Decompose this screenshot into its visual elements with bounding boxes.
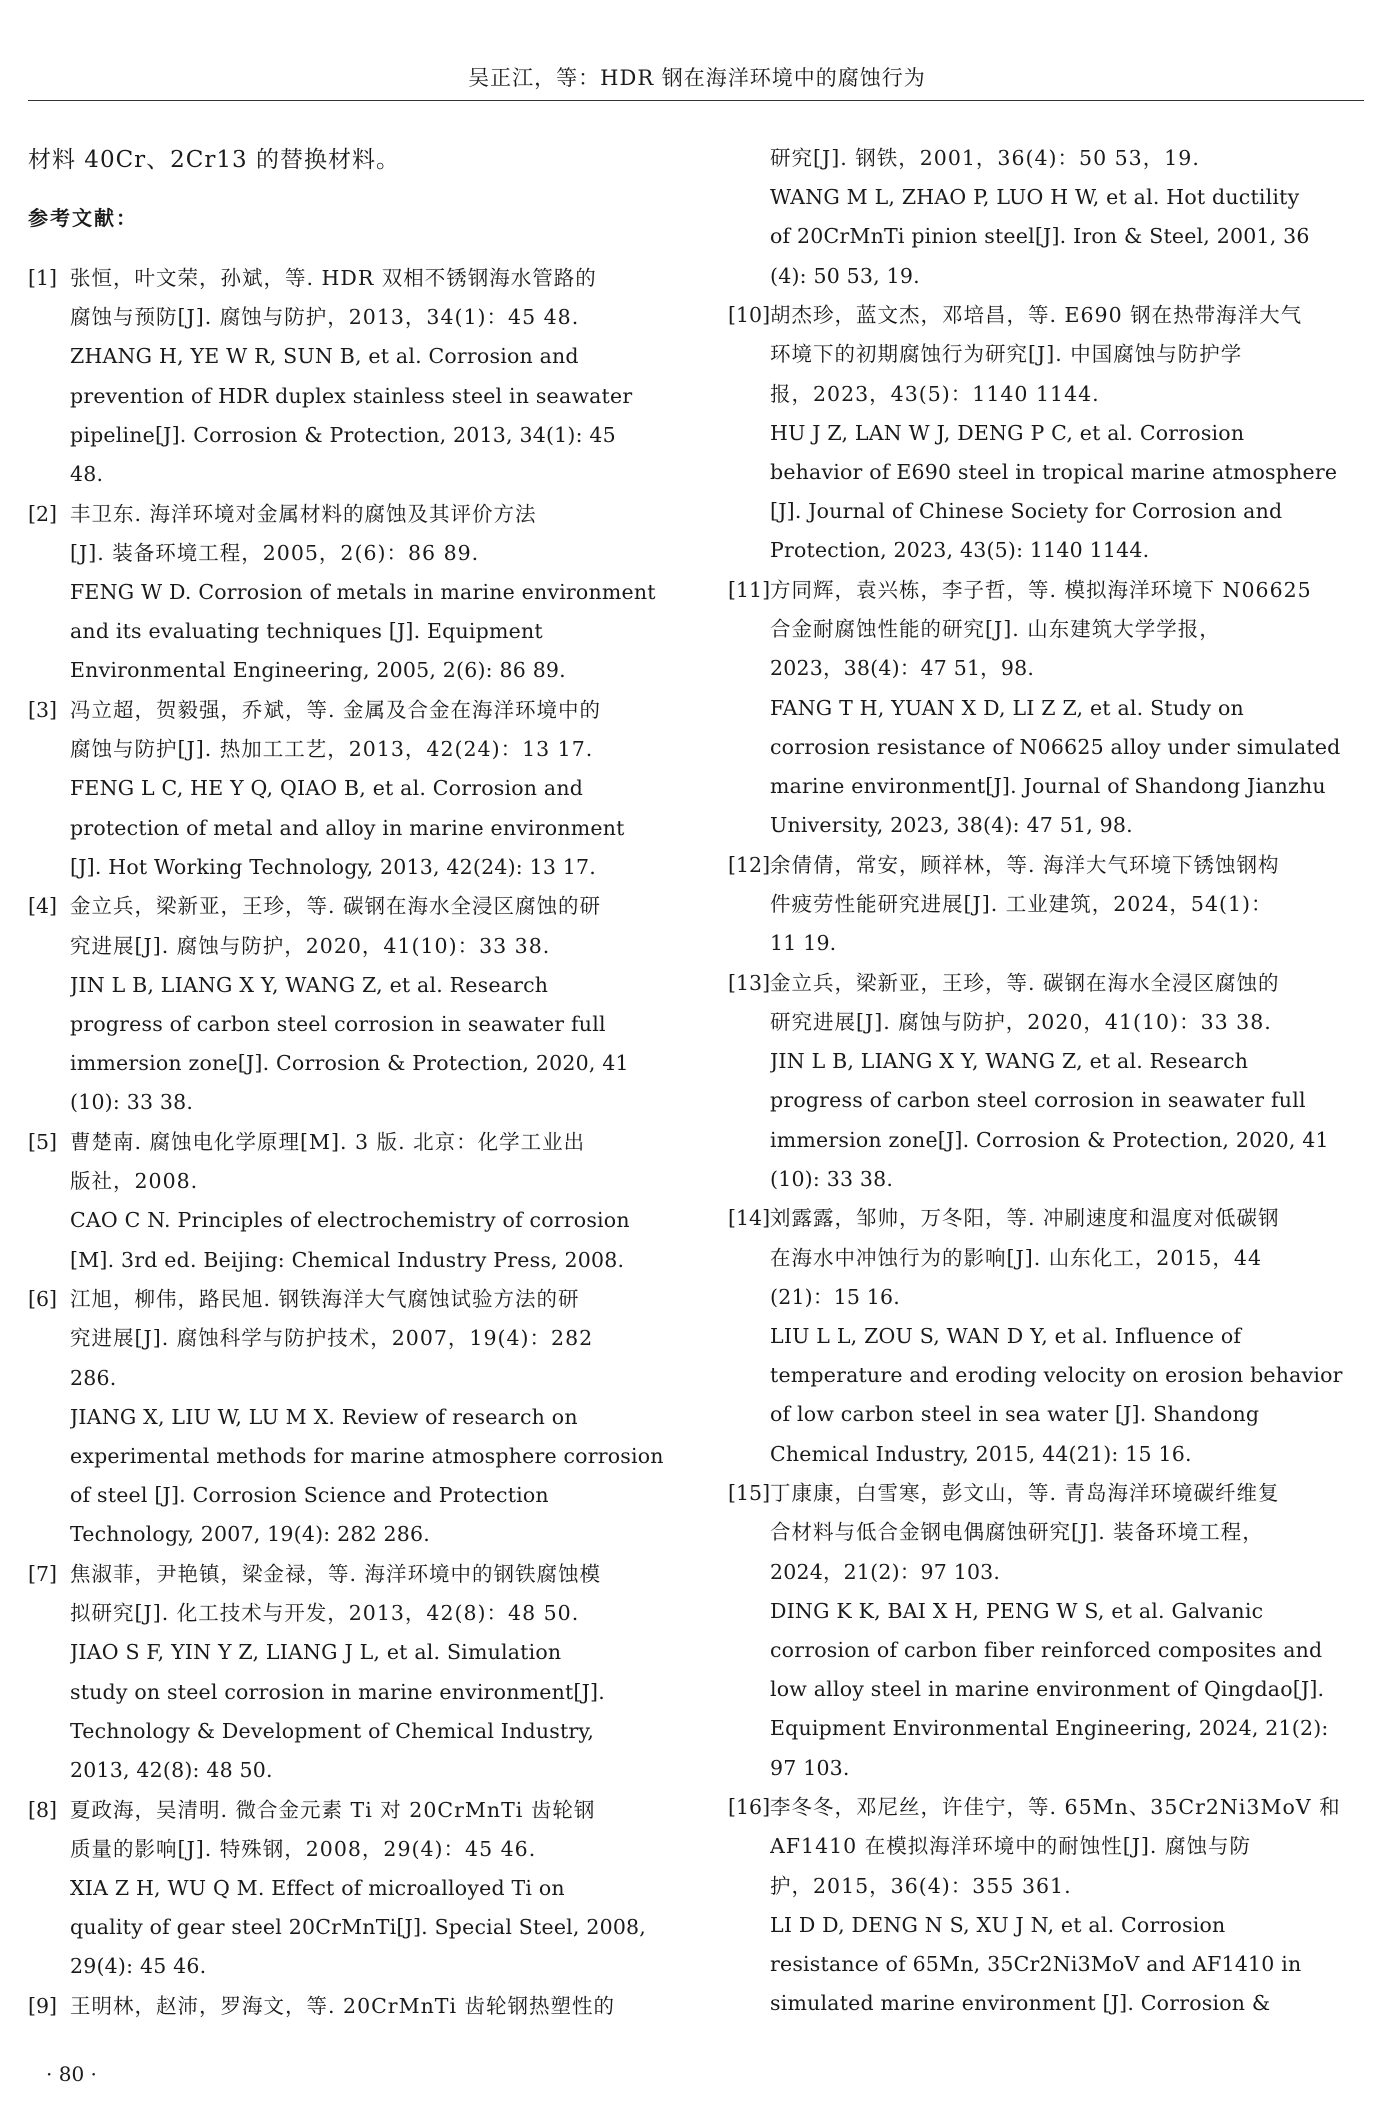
reference-line: progress of carbon steel corrosion in seawater full xyxy=(770,1088,1306,1113)
reference-line: protection of metal and alloy in marine environment xyxy=(70,815,625,840)
reference-line: 2024，21(2)：97 103. xyxy=(770,1559,1001,1584)
reference-line: of low carbon steel in sea water [J]. Shandong xyxy=(770,1402,1260,1427)
reference-line: LI D D, DENG N S, XU J N, et al. Corrosion xyxy=(770,1912,1226,1937)
reference-line: University, 2023, 38(4): 47 51, 98. xyxy=(770,813,1133,838)
reference-line: 研究进展[J]. 腐蚀与防护，2020，41(10)：33 38. xyxy=(770,1010,1272,1034)
reference-line: 究进展[J]. 腐蚀与防护，2020，41(10)：33 38. xyxy=(70,933,551,958)
page-number: · 80 · xyxy=(46,2062,97,2086)
reference-line: progress of carbon steel corrosion in seawater full xyxy=(70,1012,606,1036)
reference-line: low alloy steel in marine environment of Qingdao[J]. xyxy=(770,1677,1325,1702)
reference-line: 金立兵，梁新亚，王珍，等. 碳钢在海水全浸区腐蚀的 xyxy=(770,970,1280,995)
reference-line: 合材料与低合金钢电偶腐蚀研究[J]. 装备环境工程， xyxy=(770,1520,1264,1545)
lead-text: 材料 40Cr、2Cr13 的替换材料。 xyxy=(28,147,400,173)
reference-line: and its evaluating techniques [J]. Equipment xyxy=(70,619,543,644)
reference-number: [9] xyxy=(28,1994,58,2018)
reference-line: Chemical Industry, 2015, 44(21): 15 16. xyxy=(770,1441,1192,1466)
reference-number: [3] xyxy=(28,698,58,722)
reference-line: 48. xyxy=(70,462,104,486)
reference-line: corrosion resistance of N06625 alloy under simulated xyxy=(770,734,1341,759)
reference-number: [11] xyxy=(728,578,771,602)
reference-line: (21)：15 16. xyxy=(770,1284,900,1309)
reference-line: 质量的影响[J]. 特殊钢，2008，29(4)：45 46. xyxy=(70,1836,537,1861)
reference-line: Protection, 2023, 43(5): 1140 1144. xyxy=(770,538,1150,563)
reference-number: [6] xyxy=(28,1287,58,1312)
reference-line: Equipment Environmental Engineering, 2024, 21(2): xyxy=(770,1716,1329,1741)
reference-line: Technology & Development of Chemical Industry, xyxy=(70,1718,595,1743)
reference-number: [10] xyxy=(728,303,771,328)
running-title: 吴正江，等：HDR 钢在海洋环境中的腐蚀行为 xyxy=(468,66,926,90)
reference-line: 报，2023，43(5)：1140 1144. xyxy=(770,381,1100,406)
reference-line: marine environment[J]. Journal of Shandong Jianzhu xyxy=(770,774,1326,798)
reference-line: simulated marine environment [J]. Corrosion & xyxy=(770,1991,1271,2016)
reference-line: prevention of HDR duplex stainless steel in seawater xyxy=(70,383,633,408)
reference-line: 丁康康，白雪寒，彭文山，等. 青岛海洋环境碳纤维复 xyxy=(770,1481,1280,1506)
reference-line: 王明林，赵沛，罗海文，等. 20CrMnTi 齿轮钢热塑性的 xyxy=(70,1994,616,2018)
reference-line: 版社，2008. xyxy=(70,1169,199,1194)
reference-line: of 20CrMnTi pinion steel[J]. Iron & Steel, 2001, 36 xyxy=(770,224,1310,249)
reference-number: [14] xyxy=(728,1206,771,1231)
header-rule xyxy=(28,100,1364,101)
reference-line: WANG M L, ZHAO P, LUO H W, et al. Hot ductility xyxy=(770,185,1300,210)
reference-line: JIANG X, LIU W, LU M X. Review of research on xyxy=(70,1404,578,1429)
reference-number: [12] xyxy=(728,852,771,877)
reference-line: experimental methods for marine atmosphere corrosion xyxy=(70,1444,664,1468)
reference-line: FENG L C, HE Y Q, QIAO B, et al. Corrosion and xyxy=(70,776,584,801)
reference-line: pipeline[J]. Corrosion & Protection, 2013, 34(1): 45 xyxy=(70,422,616,447)
reference-line: 曹楚南. 腐蚀电化学原理[M]. 3 版. 北京：化学工业出 xyxy=(70,1130,586,1154)
reference-line: 286. xyxy=(70,1365,117,1390)
reference-line: ZHANG H, YE W R, SUN B, et al. Corrosion and xyxy=(70,344,579,369)
reference-line: Technology, 2007, 19(4): 282 286. xyxy=(70,1522,430,1547)
reference-line: CAO C N. Principles of electrochemistry of corrosion xyxy=(70,1208,630,1233)
reference-number: [4] xyxy=(28,894,58,919)
reference-line: [J]. Journal of Chinese Society for Corrosion and xyxy=(770,499,1283,524)
reference-line: [M]. 3rd ed. Beijing: Chemical Industry Press, 2008. xyxy=(70,1247,625,1272)
reference-line: 金立兵，梁新亚，王珍，等. 碳钢在海水全浸区腐蚀的研 xyxy=(70,894,602,919)
reference-line: 李冬冬，邓尼丝，许佳宁，等. 65Mn、35Cr2Ni3MoV 和 xyxy=(770,1795,1341,1820)
reference-line: JIN L B, LIANG X Y, WANG Z, et al. Research xyxy=(770,1049,1249,1074)
reference-line: 护，2015，36(4)：355 361. xyxy=(770,1873,1072,1898)
reference-line: (4): 50 53, 19. xyxy=(770,263,920,288)
reference-line: AF1410 在模拟海洋环境中的耐蚀性[J]. 腐蚀与防 xyxy=(770,1834,1251,1859)
reference-line: JIAO S F, YIN Y Z, LIANG J L, et al. Simulation xyxy=(70,1640,562,1665)
reference-number: [5] xyxy=(28,1130,58,1154)
reference-line: 江旭，柳伟，路民旭. 钢铁海洋大气腐蚀试验方法的研 xyxy=(70,1287,580,1312)
reference-line: 腐蚀与预防[J]. 腐蚀与防护，2013，34(1)：45 48. xyxy=(70,305,580,330)
reference-number: [13] xyxy=(728,970,771,995)
reference-line: 2013, 42(8): 48 50. xyxy=(70,1758,273,1782)
reference-number: [7] xyxy=(28,1562,58,1586)
reference-line: 环境下的初期腐蚀行为研究[J]. 中国腐蚀与防护学 xyxy=(770,342,1243,367)
reference-line: (10): 33 38. xyxy=(70,1090,194,1115)
reference-line: DING K K, BAI X H, PENG W S, et al. Galvanic xyxy=(770,1598,1264,1623)
reference-line: of steel [J]. Corrosion Science and Protection xyxy=(70,1483,549,1508)
reference-line: resistance of 65Mn, 35Cr2Ni3MoV and AF1410 in xyxy=(770,1952,1302,1976)
reference-line: 刘露露，邹帅，万冬阳，等. 冲刷速度和温度对低碳钢 xyxy=(770,1206,1280,1231)
reference-line: 胡杰珍，蓝文杰，邓培昌，等. E690 钢在热带海洋大气 xyxy=(770,303,1303,328)
reference-line: temperature and eroding velocity on erosion behavior xyxy=(770,1363,1343,1388)
reference-line: 方同辉，袁兴栋，李子哲，等. 模拟海洋环境下 N06625 xyxy=(770,578,1312,602)
reference-line: 在海水中冲蚀行为的影响[J]. 山东化工，2015，44 xyxy=(770,1245,1263,1270)
reference-line: 焦淑菲，尹艳镇，梁金禄，等. 海洋环境中的钢铁腐蚀模 xyxy=(70,1562,602,1586)
reference-line: 究进展[J]. 腐蚀科学与防护技术，2007，19(4)：282 xyxy=(70,1326,594,1351)
references-heading: 参考文献： xyxy=(28,206,138,230)
reference-line: FENG W D. Corrosion of metals in marine environment xyxy=(70,580,656,604)
reference-line: behavior of E690 steel in tropical marine atmosphere xyxy=(770,460,1338,484)
reference-line: corrosion of carbon fiber reinforced composites and xyxy=(770,1638,1323,1662)
reference-line: 冯立超，贺毅强，乔斌，等. 金属及合金在海洋环境中的 xyxy=(70,698,602,722)
reference-line: quality of gear steel 20CrMnTi[J]. Special Steel, 2008, xyxy=(70,1915,647,1940)
reference-number: [2] xyxy=(28,501,58,526)
reference-number: [8] xyxy=(28,1797,58,1822)
reference-line: 拟研究[J]. 化工技术与开发，2013，42(8)：48 50. xyxy=(70,1601,580,1626)
reference-line: XIA Z H, WU Q M. Effect of microalloyed Ti on xyxy=(70,1876,565,1900)
reference-number: [1] xyxy=(28,266,58,290)
reference-line: JIN L B, LIANG X Y, WANG Z, et al. Research xyxy=(70,972,549,997)
reference-line: 腐蚀与防护[J]. 热加工工艺，2013，42(24)：13 17. xyxy=(70,737,594,762)
reference-line: LIU L L, ZOU S, WAN D Y, et al. Influence of xyxy=(770,1324,1242,1348)
reference-line: 11 19. xyxy=(770,931,837,956)
reference-number: [16] xyxy=(728,1795,771,1820)
reference-line: study on steel corrosion in marine environment[J]. xyxy=(70,1679,605,1704)
reference-line: [J]. Hot Working Technology, 2013, 42(24): 13 17. xyxy=(70,854,597,879)
reference-line: 29(4): 45 46. xyxy=(70,1954,207,1979)
reference-line: 2023，38(4)：47 51，98. xyxy=(770,656,1035,681)
reference-line: 夏政海，吴清明. 微合金元素 Ti 对 20CrMnTi 齿轮钢 xyxy=(70,1797,596,1822)
reference-line: FANG T H, YUAN X D, LI Z Z, et al. Study on xyxy=(770,695,1244,720)
reference-line: immersion zone[J]. Corrosion & Protection, 2020, 41 xyxy=(770,1127,1329,1152)
reference-line: HU J Z, LAN W J, DENG P C, et al. Corrosion xyxy=(770,420,1245,445)
reference-line: immersion zone[J]. Corrosion & Protection, 2020, 41 xyxy=(70,1051,629,1076)
reference-line: Environmental Engineering, 2005, 2(6): 86 89. xyxy=(70,658,566,683)
reference-number: [15] xyxy=(728,1481,771,1506)
reference-line: [J]. 装备环境工程，2005，2(6)：86 89. xyxy=(70,540,480,565)
reference-line: 丰卫东. 海洋环境对金属材料的腐蚀及其评价方法 xyxy=(70,501,537,526)
reference-line: 合金耐腐蚀性能的研究[J]. 山东建筑大学学报， xyxy=(770,617,1221,642)
reference-line: 97 103. xyxy=(770,1755,850,1780)
reference-line: 件疲劳性能研究进展[J]. 工业建筑，2024，54(1)： xyxy=(770,892,1273,916)
reference-line: 张恒，叶文荣，孙斌，等. HDR 双相不锈钢海水管路的 xyxy=(70,266,597,290)
reference-line: 余倩倩，常安，顾祥林，等. 海洋大气环境下锈蚀钢构 xyxy=(770,852,1280,877)
reference-line: 研究[J]. 钢铁，2001，36(4)：50 53，19. xyxy=(770,146,1200,170)
reference-line: (10): 33 38. xyxy=(770,1166,894,1191)
